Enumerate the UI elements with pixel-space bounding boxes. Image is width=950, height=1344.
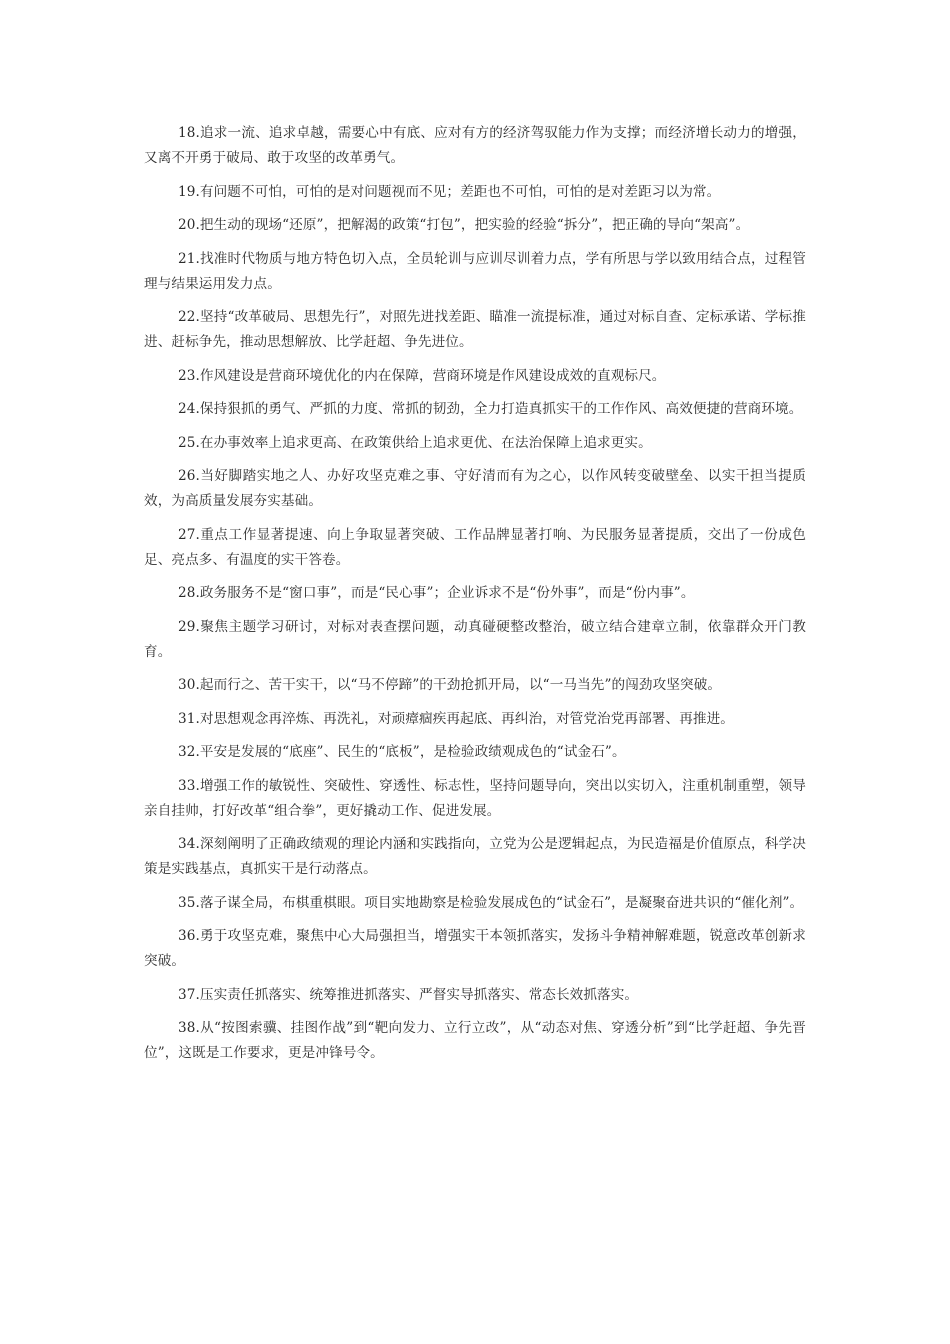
paragraph-21: 21.找准时代物质与地方特色切入点，全员轮训与应训尽训着力点，学有所思与学以致用结合点，过程管理与结果运用发力点。 bbox=[144, 250, 806, 292]
paragraph-28: 28.政务服务不是“窗口事”，而是“民心事”；企业诉求不是“份外事”，而是“份内事”。 bbox=[178, 585, 695, 601]
paragraph-25: 25.在办事效率上追求更高、在政策供给上追求更优、在法治保障上追求更实。 bbox=[178, 434, 652, 451]
paragraph-19: 19.有问题不可怕，可怕的是对问题视而不见；差距也不可怕，可怕的是对差距习以为常。 bbox=[178, 183, 721, 200]
document-body bbox=[144, 121, 806, 1075]
paragraph-36: 36.勇于攻坚克难，聚焦中心大局强担当，增强实干本领抓落实，发扬斗争精神解难题，锐意改革创新求突破。 bbox=[144, 928, 806, 969]
paragraph-29: 29.聚焦主题学习研讨，对标对表查摆问题，动真碰硬整改整治，破立结合建章立制，依靠群众开门教育。 bbox=[144, 618, 806, 660]
paragraph-27: 27.重点工作显著提速、向上争取显著突破、工作品牌显著打响、为民服务显著提质，交出了一份成色足、亮点多、有温度的实干答卷。 bbox=[144, 526, 806, 568]
paragraph-24: 24.保持狠抓的勇气、严抓的力度、常抓的韧劲，全力打造真抓实干的工作作风、高效便捷的营商环境。 bbox=[178, 401, 803, 417]
paragraph-32: 32.平安是发展的“底座”、民生的“底板”，是检验政绩观成色的“试金石”。 bbox=[178, 744, 626, 760]
paragraph-35: 35.落子谋全局，布棋重棋眼。项目实地勘察是检验发展成色的“试金石”，是凝聚奋进共识的“催化剂”。 bbox=[178, 894, 804, 911]
paragraph-34: 34.深刻阐明了正确政绩观的理论内涵和实践指向，立党为公是逻辑起点，为民造福是价值原点，科学决策是实践基点，真抓实干是行动落点。 bbox=[144, 836, 806, 877]
paragraph-20: 20.把生动的现场“还原”，把解渴的政策“打包”，把实验的经验“拆分”，把正确的导向“架高”。 bbox=[178, 217, 750, 233]
paragraph-37: 37.压实责任抓落实、统筹推进抓落实、严督实导抓落实、常态长效抓落实。 bbox=[178, 986, 639, 1003]
paragraph-23: 23.作风建设是营商环境优化的内在保障，营商环境是作风建设成效的直观标尺。 bbox=[178, 367, 666, 384]
paragraph-18: 18.追求一流、追求卓越，需要心中有底、应对有方的经济驾驭能力作为支撑；而经济增长动力的增强，又离不开勇于破局、敢于攻坚的改革勇气。 bbox=[144, 125, 806, 166]
paragraph-26: 26.当好脚踏实地之人、办好攻坚克难之事、守好清而有为之心，以作风转变破壁垒、以实干担当提质效，为高质量发展夯实基础。 bbox=[144, 468, 806, 509]
paragraph-31: 31.对思想观念再淬炼、再洗礼，对顽瘴痼疾再起底、再纠治，对管党治党再部署、再推进。 bbox=[178, 710, 734, 727]
paragraph-30: 30.起而行之、苦干实干，以“马不停蹄”的干劲抢抓开局，以“一马当先”的闯劲攻坚突破。 bbox=[178, 677, 722, 693]
paragraph-38: 38.从“按图索骥、挂图作战”到“靶向发力、立行立改”，从“动态对焦、穿透分析”到“比学赶超、争先晋位”，这既是工作要求，更是冲锋号令。 bbox=[144, 1020, 806, 1061]
paragraph-33: 33.增强工作的敏锐性、突破性、穿透性、标志性，坚持问题导向，突出以实切入，注重机制重塑，领导亲自挂帅，打好改革“组合拳”，更好撬动工作、促进发展。 bbox=[144, 777, 806, 819]
paragraph-22: 22.坚持“改革破局、思想先行”，对照先进找差距、瞄准一流提标准，通过对标自查、定标承诺、学标推进、赶标争先，推动思想解放、比学赶超、争先进位。 bbox=[144, 309, 806, 350]
